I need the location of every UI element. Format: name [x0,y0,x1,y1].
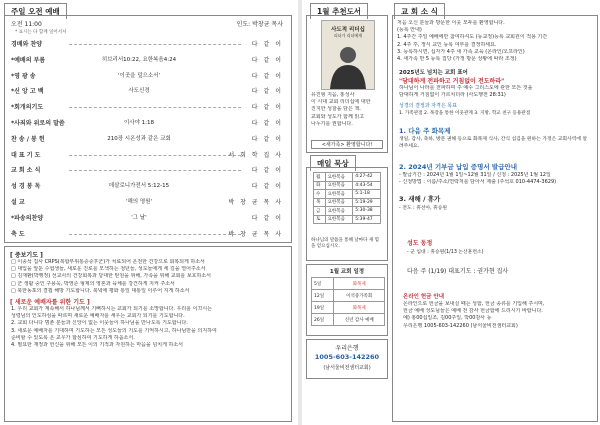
order-label: *영 광 송 [11,72,36,80]
book-subtitle: 리더가 리더에게 [333,33,363,38]
schedule-book: 요한복음 [325,198,353,207]
service-title-tab: 주일 오전 예배 [4,3,67,19]
theme-line: 하나님이 나라를 전파하며 주 예수 그리스도에 관한 모든 것을 [399,85,533,91]
book-desc-line: 진지한 성찰을 담은 책. [311,106,361,113]
book-title: 사도적 리더십 [331,27,365,33]
newfamily-list [11,306,287,349]
prayer-list [11,259,287,295]
duty-table [311,277,385,326]
book-cover [321,20,375,90]
prayer-item: □ 군 생활 중인 구용욱, 박영준 형제의 영혼과 육체를 강건하게 지켜 주소서 [11,280,175,287]
order-row [9,38,287,51]
order-leader: 다 같 이 [251,56,283,64]
duty-date: 12일 [312,290,334,302]
newfamily-item: 1. 우리 교회가 계속해서 하나님께서 기뻐하시는 교회가 되기를 소망합니다. 우리를 이끄시는 [11,306,212,312]
author-portrait-icon [322,41,374,89]
order-leader: 박 창 균 목 사 [228,230,283,238]
order-dash [69,44,241,45]
order-label: *신 앙 고 백 [11,88,44,96]
service-time: 오전 11:00 [11,21,42,28]
order-row [9,101,287,114]
order-dash [69,170,241,171]
item4-title: 성도 동정 [407,240,433,247]
order-detail: '이곳을 덮으소서' [118,72,160,79]
schedule-note: 하나님의 말씀을 통해 날마다 새 힘을 얻으십시오. [311,238,380,249]
theme-title: 2025년도 넘치는 교회 표어 [399,70,468,76]
prayer-box [4,246,292,422]
schedule-row [314,190,381,199]
online-line: 우리은행 1005-603-142260 (남서울비전샘터교회) [403,322,518,329]
online-title: 온라인 헌금 안내 [403,294,445,300]
duty-name: 신년 감사 예배 [334,314,385,326]
order-row [9,70,287,83]
item2-line: - 발급기간 : 2024년 1월 1일~12월 31일 / 신청 : 2025년 1월 12일 [399,172,551,178]
order-leader: 박 창 균 목 사 [228,199,283,206]
duty-date: 19일 [312,302,334,314]
order-label: 경배와 찬양 [11,41,43,48]
order-dash [69,234,241,235]
presider: 인도: 박창균 목사 [236,21,283,28]
newfamily-item: 2. 교회 다니다 멈춘 분들과 신앙이 없는 이웃들이 하나님을 만나도록 기도합니다. [11,320,188,327]
book-desc-line: 나누기를 권합니다. [311,120,353,127]
schedule-book: 요한복음 [325,190,353,199]
news-intro-line: 처음 오신 분들과 방문한 이웃 모두를 환영합니다. [397,20,505,26]
duty-name: 화목제 [334,302,385,314]
prayer-item: □ 이종석 집사 CRPS(복합부위통증증후군)가 치료되어 온전한 건강으로 회복되게 하소서 [11,259,205,265]
order-leader: 다 같 이 [251,167,283,175]
order-row [9,212,287,225]
order-row [9,117,287,130]
newfamily-title: [ 새로운 예배자를 위한 기도 ] [10,299,90,306]
page-divider [298,0,302,425]
book-desc-line: 이 시대 교회 리더십에 대한 [311,99,371,106]
duty-date: 26일 [312,314,334,326]
schedule-row [314,181,381,190]
schedule-range: 4:43-54 [353,181,381,190]
newcomer-link[interactable]: <새가족> 환영합니다! [311,140,383,149]
item4-text: - 군 입대 : 휴승원(1/13 논산훈련소) [407,250,484,255]
schedule-row [314,198,381,207]
order-row [9,228,287,241]
news-intro-line: 2. 4주 후, 정식 교인 등록 여부를 결정하세요. [397,41,497,48]
order-row [9,164,287,177]
order-label: 찬 송 / 봉 헌 [11,135,45,143]
prayer-item: □ 대입을 앞둔 수험생들, 새로운 진로를 모색하는 청년들, 성도들에게 세 길을 열어주소서 [11,266,206,273]
schedule-box [306,167,388,261]
book-box [306,15,388,153]
order-leader: 다 같 이 [251,88,283,96]
newfamily-item: 3. 새로운 예배자를 기대하며 기도하는 모든 성도들의 기도를 기억하시고, 하나님만을 의지하여 [11,327,217,334]
item3-text: - 전도 : 휴선아, 휴승원 [399,206,448,211]
order-row [9,149,287,162]
order-label: 성 경 봉 독 [11,183,41,191]
theme-sub: 성경의 결정과 자격은 목표 [399,103,457,109]
newfamily-item: 성령님의 인도하심을 따르며 새로운 예배자를 세우는 교회가 되기를 기도합니다. [11,313,185,320]
order-detail: 데살로니가전서 5:12-15 [108,183,170,190]
schedule-day: 금 [314,207,326,216]
schedule-table [313,172,381,224]
order-detail: 210장 시온성과 같은 교회 [107,135,171,142]
order-row [9,133,287,146]
schedule-day: 수 [314,190,326,199]
order-leader: 다 같 이 [251,120,283,127]
book-desc-line: 교회와 성도가 함께 읽고 [311,113,365,120]
item5-title: 다음 주 (1/19) 대표기도 : 권가현 집사 [407,268,509,275]
order-detail: 히브리서10:22, 요한복음4:24 [101,56,177,63]
order-label: 설 교 [11,199,25,206]
duty-date: 5일 [312,278,334,290]
schedule-range: 5:19-29 [353,198,381,207]
online-text [403,301,593,330]
schedule-day: 목 [314,198,326,207]
online-line: 온라인으로 헌금을 보내실 때는 성함, 헌금 종류를 기입해 주시며, [403,301,545,307]
order-leader: 다 같 이 [251,135,283,143]
order-row [9,54,287,67]
duty-row [312,290,385,302]
order-detail: '그 날' [131,214,147,221]
news-intro-line: 4. 새가족 반 5 등록 집당 (가정 방문 상황에 따라 조정) [397,56,517,63]
schedule-range: 4:27-42 [353,173,381,182]
schedule-day: 토 [314,215,326,224]
account-holder: (남서울비전샘터교회) [323,365,371,371]
prayer-title: [ 중보기도 ] [10,252,43,259]
service-order-box [4,15,292,243]
news-intro-line: 3. 등록하시면, 십자가 4주 새 가족 교육 (온라인/오프라인) [397,48,525,55]
schedule-day: 월 [314,173,326,182]
stand-note: * 표시는 다 함께 일어서서 [15,30,67,35]
news-intro-line: 1. 4주간 주일 예배에만 참여하셔도 (등교정)등록 교회원이 적용 기간 [397,34,548,41]
theme-quote: "담대하게 전파하고 거침없이 전도하라" [399,78,505,85]
schedule-book: 요한복음 [325,173,353,182]
schedule-book: 요한복음 [325,215,353,224]
item1-title: 1. 다음 주 화목제 [399,127,451,135]
order-label: 대 표 기 도 [11,151,41,159]
order-detail: 사도신경 [128,88,150,95]
duty-title: 1월 교회 일정 [329,269,365,275]
duty-row [312,278,385,290]
prayer-item: □ 김재환(박행정) 선교사의 건강회복과 당대한 탄원을 위해, 가족을 위해 교회를 보호하소서 [11,273,211,280]
order-label: *사죄와 위로의 말씀 [11,120,65,127]
prayer-item: □ 북한동포의 결핍 해방 기도합니다. 북녘에 평화 통일 대통일 이루어 지게 하소서 [11,287,190,294]
news-intro-line: (등록 안내) [397,27,422,34]
order-leader: 다 같 이 [251,183,283,191]
item3-title: 3. 새해 / 휴가 [399,195,441,203]
online-line: 예) 홍00십일조, 김00주일, 박00감사 등 [403,315,492,322]
duty-row [312,314,385,326]
account-box [306,339,388,379]
theme-sub2: 1. 가족관점 2. 목장을 통한 이웃관계 3. 지방, 학교 친구 등용관점 [399,111,531,116]
order-label: *예배의 부름 [11,56,46,64]
order-detail: 이사야 1:18 [123,120,155,126]
newfamily-item: 준비할 수 있도록 온 교우가 합심하여 기도하게 하옵소서. [11,334,135,341]
schedule-row [314,215,381,224]
right-page [304,0,600,425]
item2-text [399,172,595,186]
account-number: 1005-603-142260 [314,353,380,361]
schedule-range: 5:1-18 [353,190,381,199]
order-leader: 다 같 이 [251,214,283,222]
schedule-tab: 매일 묵상 [310,155,356,171]
order-leader: 서 회 학 집 사 [228,151,283,159]
item2-line: - 신청방법 : 이름/주소/연락처를 담아서 제출 (주석호 010-4474-3629) [399,179,557,186]
order-dash [69,155,241,156]
order-label: 축 도 [11,230,25,238]
online-line: 헌금 예배 성도님들은 예배 전 감사 헌금함에 드리시기 바랍니다. [403,308,543,315]
duty-name: 화목제 [334,278,385,290]
news-box [392,15,598,422]
schedule-book: 요한복음 [325,181,353,190]
duty-row [312,302,385,314]
order-leader: 다 같 이 [251,104,283,112]
order-row [9,180,287,193]
news-intro [397,20,595,63]
order-label: *파송의찬양 [11,214,44,222]
theme-text [399,85,595,99]
order-leader: 다 같 이 [251,41,283,48]
order-label: 교 회 소 식 [11,167,41,175]
order-dash [69,107,241,108]
book-description [311,92,385,128]
duty-name: 이석중가족회 [334,290,385,302]
news-tab: 교 회 소 식 [394,3,445,19]
left-page [0,0,296,425]
item1-text: 생일, 감사, 축하, 방문 권해 등으로 화목제 식사, 간식 섬김을 원하는 가정은 교회사역에 알려주세요. [399,137,588,149]
schedule-row [314,207,381,216]
duty-box [306,264,388,336]
order-detail: '해의 영원' [125,199,153,205]
theme-line: 담대하게 거침없이 가르치더라 (사도행전 28:31) [399,92,506,99]
schedule-range: 5:30-38 [353,207,381,216]
schedule-row [314,173,381,182]
order-label: *회개의기도 [11,104,44,112]
book-tab: 1월 추천도서 [310,3,368,19]
schedule-day: 화 [314,181,326,190]
schedule-range: 5:39-47 [353,215,381,224]
newfamily-item: 4. 필요한 재정과 헌신을 위해 모든 이의 기적과 자원하는 마음을 넘치게 하소서 [11,342,183,349]
order-row [9,196,287,209]
order-leader: 다 같 이 [251,72,283,80]
book-desc-line: 유진형 지음, 홍성사 [311,92,355,98]
account-bank: 우리은행 [335,345,359,352]
schedule-book: 요한복음 [325,207,353,216]
item2-title: 2. 2024년 기부금 납입 증명서 발급안내 [399,163,518,171]
order-row [9,85,287,98]
